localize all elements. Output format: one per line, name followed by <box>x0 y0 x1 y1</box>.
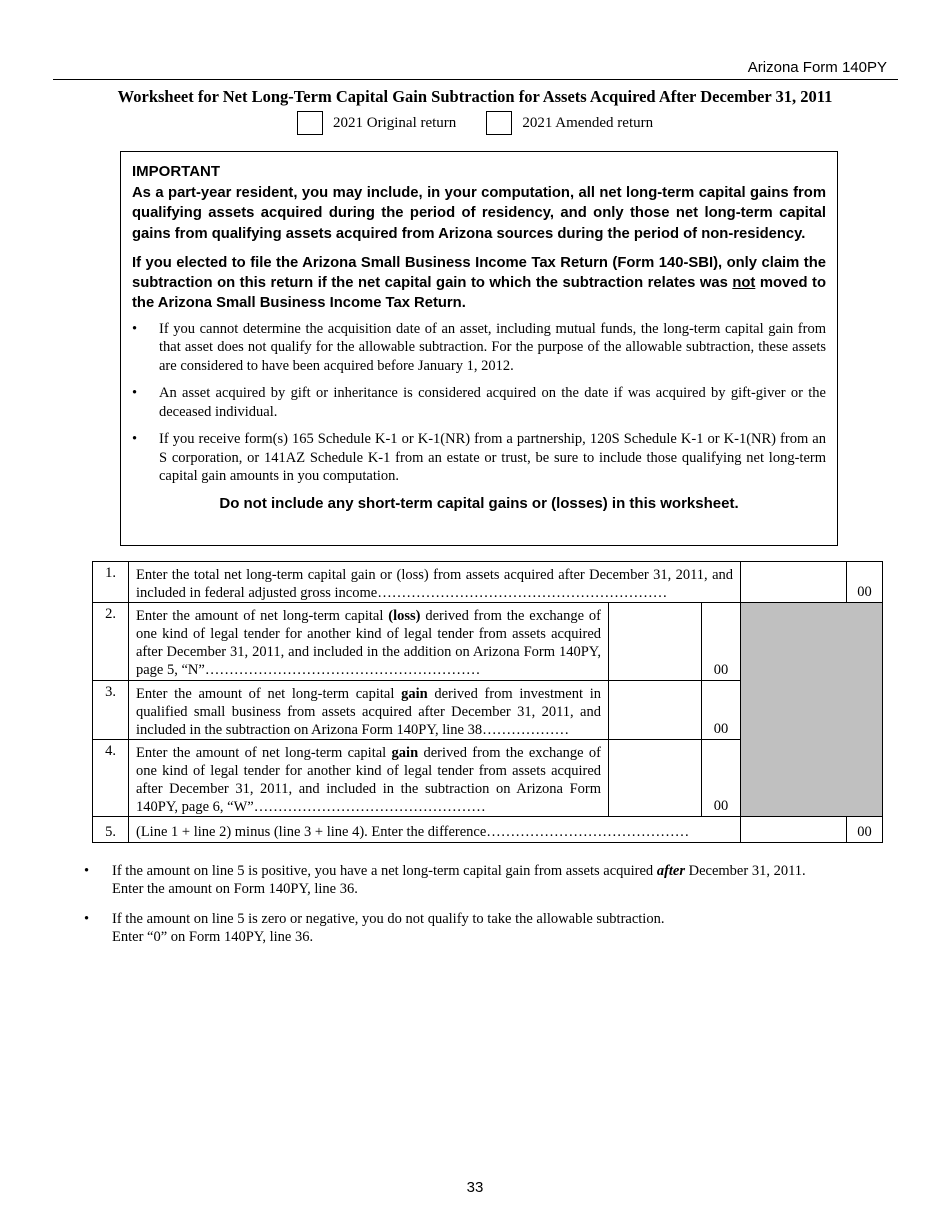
result-note-positive <box>84 862 884 898</box>
important-footer: Do not include any short-term capital gains or (losses) in this worksheet. <box>219 494 739 512</box>
form-name: Arizona Form 140PY <box>747 59 887 76</box>
amended-return-checkbox[interactable] <box>486 111 512 135</box>
line-number: 4. <box>93 740 129 817</box>
line-text-bold: gain <box>391 745 419 761</box>
note-text-c: Enter the amount on Form 140PY, line 36. <box>112 881 358 897</box>
line-number: 3. <box>93 681 129 740</box>
line-description <box>129 603 609 681</box>
line-cents: 00 <box>847 817 883 843</box>
bullet-icon: • <box>84 911 90 927</box>
line-text-a: Enter the amount of net long-term capital <box>136 745 392 761</box>
sbi-text-a: If you elected to file the Arizona Small Business Income Tax Return (Form 140-SBI), only claim the subtraction on this return if the net capital gain to which the subtraction relates was <box>132 254 826 292</box>
bullet-text: If you cannot determine the acquisition date of an asset, including mutual funds, the long-term capital gain from that asset does not qualify for the allowable subtraction. For the purpose of the allowable subtraction, these assets are considered to have been acquired before January 1, 2012. <box>159 320 826 374</box>
line-4-amount-field[interactable] <box>609 740 702 817</box>
amended-return-label: 2021 Amended return <box>522 114 654 131</box>
important-heading: IMPORTANT <box>132 163 221 180</box>
line-text-a: Enter the amount of net long-term capital <box>136 608 389 624</box>
note-text-a: If the amount on line 5 is zero or negative, you do not qualify to take the allowable subtraction. <box>112 911 665 927</box>
sbi-underlined-not: not <box>732 275 756 292</box>
page-number: 33 <box>466 1179 484 1196</box>
line-cents: 00 <box>702 681 741 740</box>
worksheet-line-1 <box>93 562 883 603</box>
line-cents: 00 <box>702 740 741 817</box>
original-return-label: 2021 Original return <box>333 114 457 131</box>
line-1-amount-field[interactable] <box>741 562 847 603</box>
line-3-amount-field[interactable] <box>609 681 702 740</box>
line-description: (Line 1 + line 2) minus (line 3 + line 4). Enter the difference…………………………………… <box>129 817 741 843</box>
line-2-amount-field[interactable] <box>609 603 702 681</box>
page-title: Worksheet for Net Long-Term Capital Gain Subtraction for Assets Acquired After December 31, 2011 <box>117 87 833 106</box>
important-notice-box <box>120 151 838 546</box>
worksheet-line-5 <box>93 817 883 843</box>
bullet-icon: • <box>132 431 138 448</box>
sbi-text-b: moved to the Arizona Small Business Income Tax Return. <box>132 275 826 312</box>
note-emphasis-after: after <box>656 863 685 879</box>
important-bullet-acquisition-date <box>132 320 826 376</box>
line-description <box>129 681 609 740</box>
line-text-bold: gain <box>401 686 428 702</box>
important-bullet-k1 <box>132 430 826 486</box>
note-text-a: If the amount on line 5 is positive, you have a net long-term capital gain from assets acquired <box>112 863 657 879</box>
worksheet-table <box>92 561 883 843</box>
shaded-area <box>741 603 883 817</box>
line-text-b: derived from the exchange of one kind of legal tender for another kind of legal tender from assets acquired after December 31, 2011, and included in the subtraction on Arizona Form 140PY, page 6, “W”………………………………………… <box>136 745 601 815</box>
line-text-b: derived from investment in qualified small business from assets acquired after December 31, 2011, and included in the subtraction on Arizona Form 140PY, line 38……………… <box>136 686 601 738</box>
result-note-zero-negative <box>84 910 884 946</box>
note-text-b: Enter “0” on Form 140PY, line 36. <box>112 929 314 945</box>
bullet-icon: • <box>132 385 138 402</box>
line-text-bold: (loss) <box>388 608 421 624</box>
line-description <box>129 740 609 817</box>
line-text-b: derived from the exchange of one kind of legal tender for another kind of legal tender from assets acquired after December 31, 2011, and included in the addition on Arizona Form 140PY, page 5, “N”………………………………………………… <box>136 608 601 678</box>
original-return-checkbox[interactable] <box>297 111 323 135</box>
result-notes <box>84 862 884 958</box>
line-description: Enter the total net long-term capital gain or (loss) from assets acquired after December 31, 2011, and included in federal adjusted gross income…………………………………………………… <box>129 562 741 603</box>
bullet-text: If you receive form(s) 165 Schedule K-1 or K-1(NR) from a partnership, 120S Schedule K-1 or K-1(NR) from an S corporation, or 141AZ Schedule K-1 from an estate or trust, be sure to include those qualifying net long-term capital gain amounts in you computation. <box>159 431 826 485</box>
line-cents: 00 <box>702 603 741 681</box>
line-cents: 00 <box>847 562 883 603</box>
important-bullet-gift <box>132 384 826 421</box>
line-5-amount-field[interactable] <box>741 817 847 843</box>
header-rule <box>53 79 898 80</box>
bullet-icon: • <box>132 320 138 337</box>
line-number: 2. <box>93 603 129 681</box>
bullet-text: An asset acquired by gift or inheritance is considered acquired on the date if was acquired by gift-giver or the deceased individual. <box>159 385 826 420</box>
line-number: 1. <box>93 562 129 603</box>
important-paragraph-sbi <box>132 253 826 314</box>
return-type-checkboxes <box>297 110 653 136</box>
worksheet-line-2 <box>93 603 883 681</box>
important-paragraph-residency: As a part-year resident, you may include, in your computation, all net long-term capital gains from qualifying assets acquired during the period of residency, and only those net long-term capital gains from qualifying assets acquired from Arizona sources during the period of non-residency. <box>132 185 826 242</box>
line-number: 5. <box>93 817 129 843</box>
bullet-icon: • <box>84 863 90 879</box>
important-bullets <box>132 320 826 486</box>
line-text-a: Enter the amount of net long-term capital <box>136 686 402 702</box>
note-text-b: December 31, 2011. <box>685 863 806 879</box>
